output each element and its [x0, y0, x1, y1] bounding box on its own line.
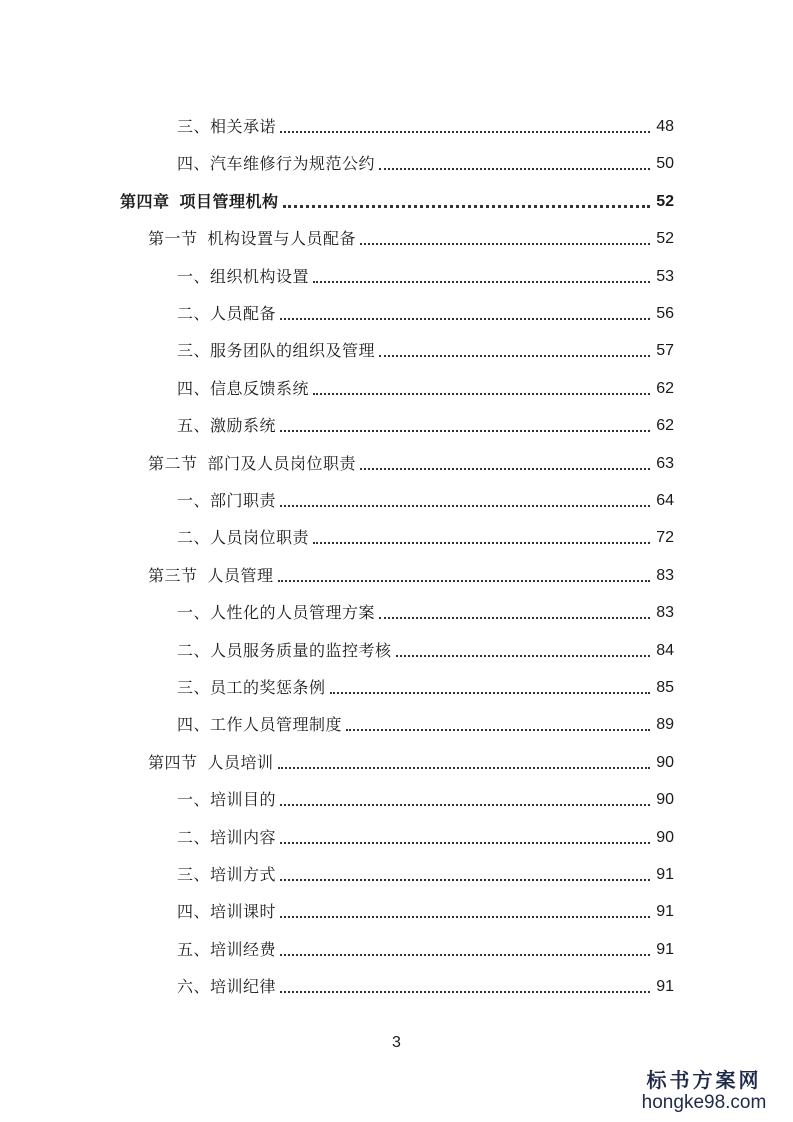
toc-entry-number: 第一节 [148, 229, 198, 249]
toc-entry-text: 服务团队的组织及管理 [210, 341, 376, 361]
toc-entry-title [177, 416, 276, 436]
toc-entry-title [177, 603, 375, 623]
toc-dot-leader [396, 655, 650, 657]
toc-entry-title [148, 229, 356, 249]
toc-entry-title [120, 192, 279, 212]
toc-entry-page: 84 [656, 641, 674, 659]
toc-entry[interactable] [177, 589, 674, 623]
toc-entry-title [177, 528, 309, 548]
toc-entry-page: 90 [656, 753, 674, 771]
toc-entry-page: 57 [656, 342, 674, 360]
toc-entry-text: 组织机构设置 [210, 266, 310, 286]
watermark-name: 标书方案网 [646, 1068, 762, 1092]
toc-entry[interactable] [177, 814, 674, 848]
toc-entry[interactable] [148, 739, 674, 773]
toc-entry-number: 一、 [177, 603, 211, 623]
toc-entry[interactable] [177, 327, 674, 361]
toc-entry-page: 83 [656, 566, 674, 584]
toc-entry[interactable] [177, 103, 674, 137]
toc-entry-text: 人员管理 [207, 565, 274, 585]
toc-entry-title [177, 341, 375, 361]
toc-entry-number: 四、 [177, 154, 211, 174]
toc-entry-page: 52 [656, 230, 674, 248]
toc-dot-leader [280, 879, 650, 881]
toc-dot-leader [280, 804, 650, 806]
toc-entry[interactable] [177, 140, 674, 174]
toc-dot-leader [360, 468, 650, 470]
toc-entry-page: 90 [656, 791, 674, 809]
toc-entry-number: 三、 [177, 117, 211, 136]
toc-entry-title [177, 678, 326, 698]
toc-entry-title [177, 379, 309, 399]
toc-entry-number: 四、 [177, 715, 211, 735]
toc-entry-page: 72 [656, 529, 674, 547]
toc-entry-page: 85 [656, 679, 674, 696]
toc-dot-leader [280, 505, 650, 507]
toc-entry-text: 培训方式 [210, 865, 277, 884]
toc-entry[interactable] [177, 253, 674, 287]
toc-entry-title [177, 267, 309, 287]
toc-dot-leader [313, 542, 650, 544]
toc-entry[interactable] [120, 178, 674, 212]
toc-dot-leader [280, 954, 650, 956]
toc-entry-page: 91 [656, 903, 674, 921]
toc-entry-title [177, 865, 276, 885]
toc-entry[interactable] [148, 440, 674, 474]
toc-entry-page: 62 [656, 417, 674, 435]
toc-entry-number: 五、 [177, 416, 211, 436]
toc-entry-page: 90 [656, 828, 674, 846]
toc-entry-page: 91 [656, 978, 674, 996]
toc-entry-text: 机构设置与人员配备 [207, 229, 357, 249]
page-number: 3 [392, 1034, 401, 1051]
toc-entry-number: 二、 [177, 528, 211, 548]
toc-entry-title [177, 790, 276, 810]
toc-entry-title [177, 154, 375, 174]
toc-dot-leader [313, 393, 650, 395]
toc-entry-text: 培训目的 [210, 790, 277, 810]
toc-dot-leader [379, 617, 650, 619]
toc-entry-text: 项目管理机构 [179, 191, 279, 211]
toc-entry-text: 人员配备 [210, 304, 277, 323]
toc-dot-leader [346, 729, 650, 731]
toc-entry-title [177, 304, 276, 324]
toc-entry-title [148, 753, 274, 773]
toc-entry-number: 二、 [177, 827, 211, 847]
toc-entry-text: 部门职责 [210, 491, 277, 510]
toc-dot-leader [313, 281, 650, 283]
toc-entry-text: 培训内容 [210, 827, 277, 847]
toc-entry-text: 人员培训 [207, 752, 274, 772]
toc-entry-text: 工作人员管理制度 [210, 715, 343, 735]
toc-entry-text: 相关承诺 [210, 117, 277, 136]
toc-entry-page: 50 [656, 155, 674, 173]
toc-entry[interactable] [177, 627, 674, 661]
toc-entry-number: 第四节 [148, 752, 198, 772]
toc-entry-page: 62 [656, 379, 674, 397]
toc-entry-text: 部门及人员岗位职责 [207, 453, 357, 473]
toc-entry-text: 培训课时 [210, 902, 277, 922]
toc-entry-title [177, 491, 276, 511]
toc-entry[interactable] [177, 776, 674, 810]
toc-dot-leader [283, 205, 650, 208]
toc-entry-number: 一、 [177, 266, 211, 286]
toc-entry-page: 52 [656, 192, 674, 210]
toc-entry[interactable] [177, 477, 674, 511]
toc-entry-page: 63 [656, 454, 674, 472]
toc-entry-page: 53 [656, 267, 674, 285]
toc-dot-leader [280, 842, 650, 844]
toc-entry-number: 六、 [177, 977, 211, 997]
toc-entry-text: 培训经费 [210, 939, 277, 959]
toc-entry[interactable] [177, 963, 674, 997]
toc-entry[interactable] [177, 365, 674, 399]
toc-entry[interactable] [177, 926, 674, 960]
toc-dot-leader [280, 916, 650, 918]
toc-entry-number: 二、 [177, 304, 211, 323]
toc-entry-number: 第四章 [120, 191, 170, 211]
toc-dot-leader [379, 355, 650, 357]
toc-entry-number: 四、 [177, 902, 211, 922]
toc-entry[interactable] [148, 215, 674, 249]
toc-entry-text: 人员服务质量的监控考核 [210, 640, 392, 660]
toc-entry-number: 二、 [177, 640, 211, 660]
toc-dot-leader [278, 767, 650, 769]
toc-entry-text: 信息反馈系统 [210, 378, 310, 398]
toc-entry-title [177, 902, 276, 922]
toc-entry-text: 培训纪律 [210, 977, 277, 997]
toc-entry-number: 四、 [177, 378, 211, 398]
toc-dot-leader [360, 243, 650, 245]
toc-dot-leader [278, 580, 650, 582]
toc-entry-number: 三、 [177, 865, 211, 884]
toc-entry-page: 48 [656, 118, 674, 135]
toc-dot-leader [280, 991, 650, 993]
toc-dot-leader [280, 430, 650, 432]
toc-dot-leader [379, 168, 650, 170]
toc-entry[interactable] [177, 701, 674, 735]
toc-entry-page: 83 [656, 604, 674, 622]
toc-entry-title [177, 641, 392, 661]
toc-dot-leader [280, 318, 650, 320]
toc-entry[interactable] [177, 888, 674, 922]
toc-entry-number: 一、 [177, 790, 211, 810]
toc-entry[interactable] [177, 402, 674, 436]
toc-entry-number: 第二节 [148, 453, 198, 473]
toc-entry-number: 三、 [177, 341, 211, 361]
toc-dot-leader [330, 692, 650, 694]
toc-entry-number: 五、 [177, 939, 211, 959]
toc-dot-leader [280, 131, 650, 133]
toc-entry[interactable] [177, 664, 674, 698]
toc-entry-page: 91 [656, 940, 674, 958]
toc-entry-title [177, 715, 342, 735]
toc-entry-title [177, 117, 276, 137]
watermark-logo [629, 1068, 779, 1114]
toc-entry-title [148, 454, 356, 474]
toc-entry-title [177, 940, 276, 960]
toc-entry-page: 91 [656, 866, 674, 883]
toc-entry-text: 汽车维修行为规范公约 [210, 154, 376, 174]
toc-entry-text: 人员岗位职责 [210, 528, 310, 548]
toc-entry-title [177, 828, 276, 848]
toc-entry[interactable] [148, 552, 674, 586]
toc-entry-text: 人性化的人员管理方案 [210, 603, 376, 623]
toc-entry[interactable] [177, 514, 674, 548]
toc-entry-text: 激励系统 [210, 416, 277, 436]
toc-entry-page: 56 [656, 305, 674, 322]
toc-entry-page: 64 [656, 492, 674, 509]
toc-entry-title [148, 566, 274, 586]
watermark-url: hongke98.com [641, 1092, 767, 1113]
toc-entry[interactable] [177, 290, 674, 324]
toc-entry-number: 一、 [177, 491, 211, 510]
toc-entry[interactable] [177, 851, 674, 885]
toc-entry-page: 89 [656, 716, 674, 734]
toc-entry-text: 员工的奖惩条例 [210, 678, 326, 697]
toc-entry-title [177, 977, 276, 997]
toc-entry-number: 第三节 [148, 565, 198, 585]
toc-entry-number: 三、 [177, 678, 211, 697]
